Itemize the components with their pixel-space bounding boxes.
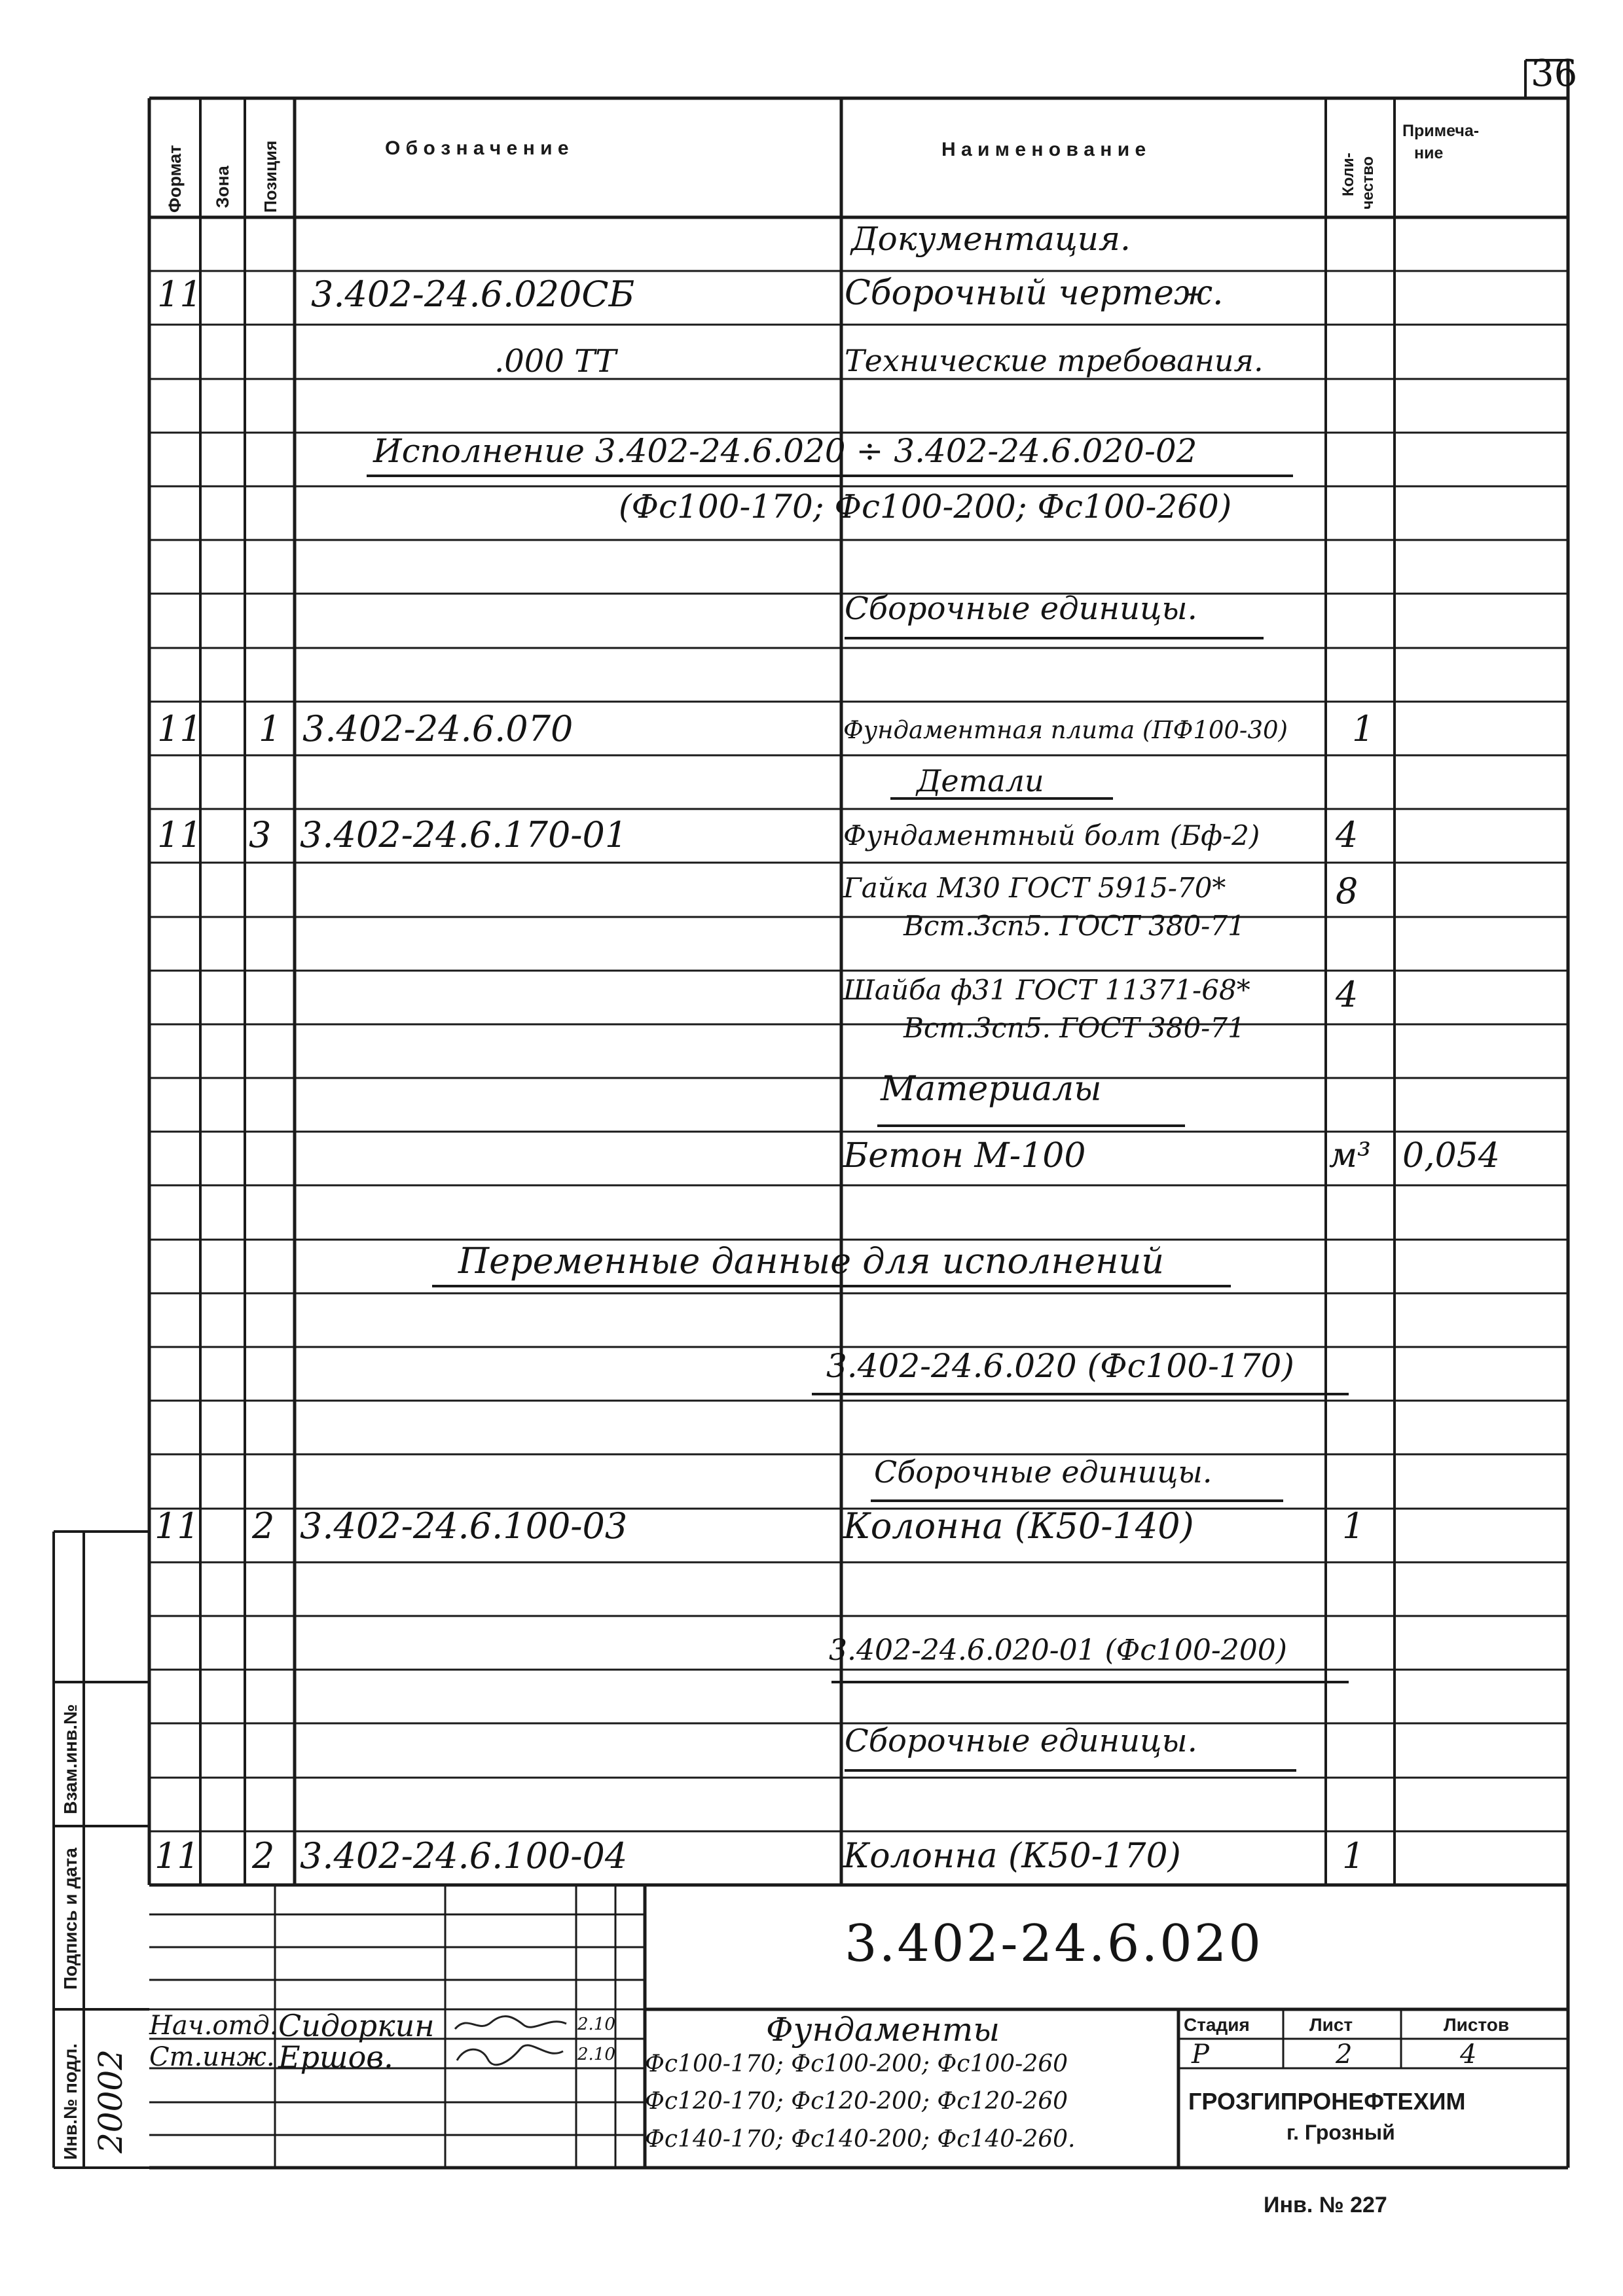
- row-designation: 3.402-24.6.070: [302, 708, 574, 749]
- row-name: Шайба ф31 ГОСТ 11371-68*: [843, 974, 1250, 1006]
- header-position: Позиция: [261, 140, 280, 213]
- sign-date: 2.10: [577, 2045, 615, 2064]
- product-line: Фс140-170; Фс140-200; Фс140-260.: [645, 2126, 1076, 2153]
- materials-heading: Материалы: [881, 1069, 1102, 1109]
- header-name: Н а и м е н о в а н и е: [941, 139, 1146, 160]
- stamp-sign-date-label: Подпись и дата: [60, 1848, 81, 1990]
- header-quantity-line1: Коли-: [1340, 152, 1357, 196]
- row-quantity: 4: [1336, 814, 1359, 855]
- row-position: 2: [252, 1505, 275, 1547]
- header-note-line2: ние: [1414, 144, 1444, 162]
- row-designation: 3.402-24.6.020СБ: [311, 274, 635, 315]
- row-name-line2: Вст.3сп5. ГОСТ 380-71: [903, 910, 1245, 942]
- stage-label: Стадия: [1184, 2015, 1250, 2035]
- signer-name: Ершов.: [278, 2039, 393, 2075]
- product-line: Фс120-170; Фс120-200; Фс120-260: [645, 2088, 1068, 2115]
- sheets-label: Листов: [1444, 2015, 1510, 2035]
- row-format: 11: [157, 708, 202, 749]
- row-format: 11: [157, 814, 202, 855]
- organization-name: ГРОЗГИПРОНЕФТЕХИМ: [1188, 2088, 1466, 2115]
- row-name: Колонна (К50-140): [843, 1505, 1194, 1547]
- row-name: Бетон М-100: [843, 1136, 1086, 1175]
- execution-title: Исполнение 3.402-24.6.020 ÷ 3.402-24.6.020-02: [373, 432, 1197, 470]
- header-zone: Зона: [213, 166, 232, 208]
- assembly-units-heading: Сборочные единицы.: [845, 590, 1197, 627]
- row-name-line2: Вст.3сп5. ГОСТ 380-71: [903, 1012, 1245, 1044]
- signature-scribble: [452, 2041, 570, 2070]
- sheet-label: Лист: [1309, 2015, 1353, 2035]
- header-quantity-line2: чество: [1359, 156, 1377, 209]
- documentation-heading: Документация.: [851, 220, 1131, 258]
- row-name: Фундаментный болт (Бф-2): [843, 819, 1260, 852]
- row-position: 1: [259, 708, 282, 749]
- stamp-inv-original-value: 20002: [92, 2049, 130, 2153]
- variable-data-heading: Переменные данные для исполнений: [458, 1240, 1165, 1282]
- signer-role: Нач.отд.: [149, 2011, 278, 2041]
- row-name: Фундаментная плита (ПФ100-30): [843, 716, 1288, 744]
- stamp-replace-inv-label: Взам.инв.№: [60, 1704, 81, 1814]
- row-quantity: 1: [1342, 1505, 1365, 1547]
- organization-city: г. Грозный: [1286, 2121, 1395, 2144]
- row-quantity: 8: [1336, 870, 1359, 912]
- product-line: Фс100-170; Фс100-200; Фс100-260: [645, 2051, 1068, 2077]
- row-name: Технические требования.: [845, 343, 1264, 378]
- signer-role: Ст.инж.: [149, 2042, 275, 2072]
- row-position: 2: [252, 1835, 275, 1876]
- row-name: Колонна (К50-170): [843, 1837, 1181, 1876]
- row-name: Гайка М30 ГОСТ 5915-70*: [843, 872, 1226, 904]
- stage-value: Р: [1192, 2039, 1209, 2070]
- row-format: 11: [155, 1835, 200, 1876]
- row-unit: м³: [1329, 1136, 1371, 1175]
- sheet-corner-number: 36: [1531, 52, 1578, 95]
- sheets-value: 4: [1460, 2039, 1477, 2070]
- row-note: 0,054: [1402, 1136, 1500, 1175]
- variant-title: 3.402-24.6.020-01 (Фс100-200): [829, 1634, 1287, 1667]
- header-note-line1: Примеча-: [1402, 122, 1480, 140]
- row-designation: .000 ТТ: [494, 343, 617, 380]
- row-quantity: 1: [1342, 1835, 1365, 1876]
- variant-title: 3.402-24.6.020 (Фс100-170): [826, 1347, 1294, 1385]
- row-designation: 3.402-24.6.100-04: [300, 1835, 628, 1876]
- header-format: Формат: [165, 145, 185, 213]
- row-quantity: 1: [1352, 708, 1375, 749]
- stamp-inv-original-label: Инв.№ подл.: [60, 2043, 81, 2160]
- assembly-units-heading: Сборочные единицы.: [874, 1454, 1213, 1490]
- signature-scribble: [452, 2011, 570, 2039]
- inventory-number: Инв. № 227: [1264, 2193, 1387, 2217]
- row-position: 3: [249, 814, 272, 855]
- row-format: 11: [157, 274, 202, 315]
- header-designation: О б о з н а ч е н и е: [385, 137, 569, 159]
- row-quantity: 4: [1336, 974, 1359, 1015]
- sheet-value: 2: [1336, 2039, 1353, 2070]
- execution-subtitle: (Фс100-170; Фс100-200; Фс100-260): [619, 488, 1232, 526]
- row-name: Сборочный чертеж.: [845, 274, 1224, 313]
- assembly-units-heading: Сборочные единицы.: [845, 1723, 1197, 1759]
- row-designation: 3.402-24.6.100-03: [300, 1505, 628, 1547]
- document-number: 3.402-24.6.020: [845, 1914, 1263, 1973]
- details-heading: Детали: [917, 763, 1044, 798]
- row-designation: 3.402-24.6.170-01: [300, 814, 628, 855]
- row-format: 11: [155, 1505, 200, 1547]
- signer-name: Сидоркин: [278, 2008, 435, 2043]
- product-title: Фундаменты: [766, 2011, 1000, 2049]
- sign-date: 2.10: [577, 2015, 615, 2034]
